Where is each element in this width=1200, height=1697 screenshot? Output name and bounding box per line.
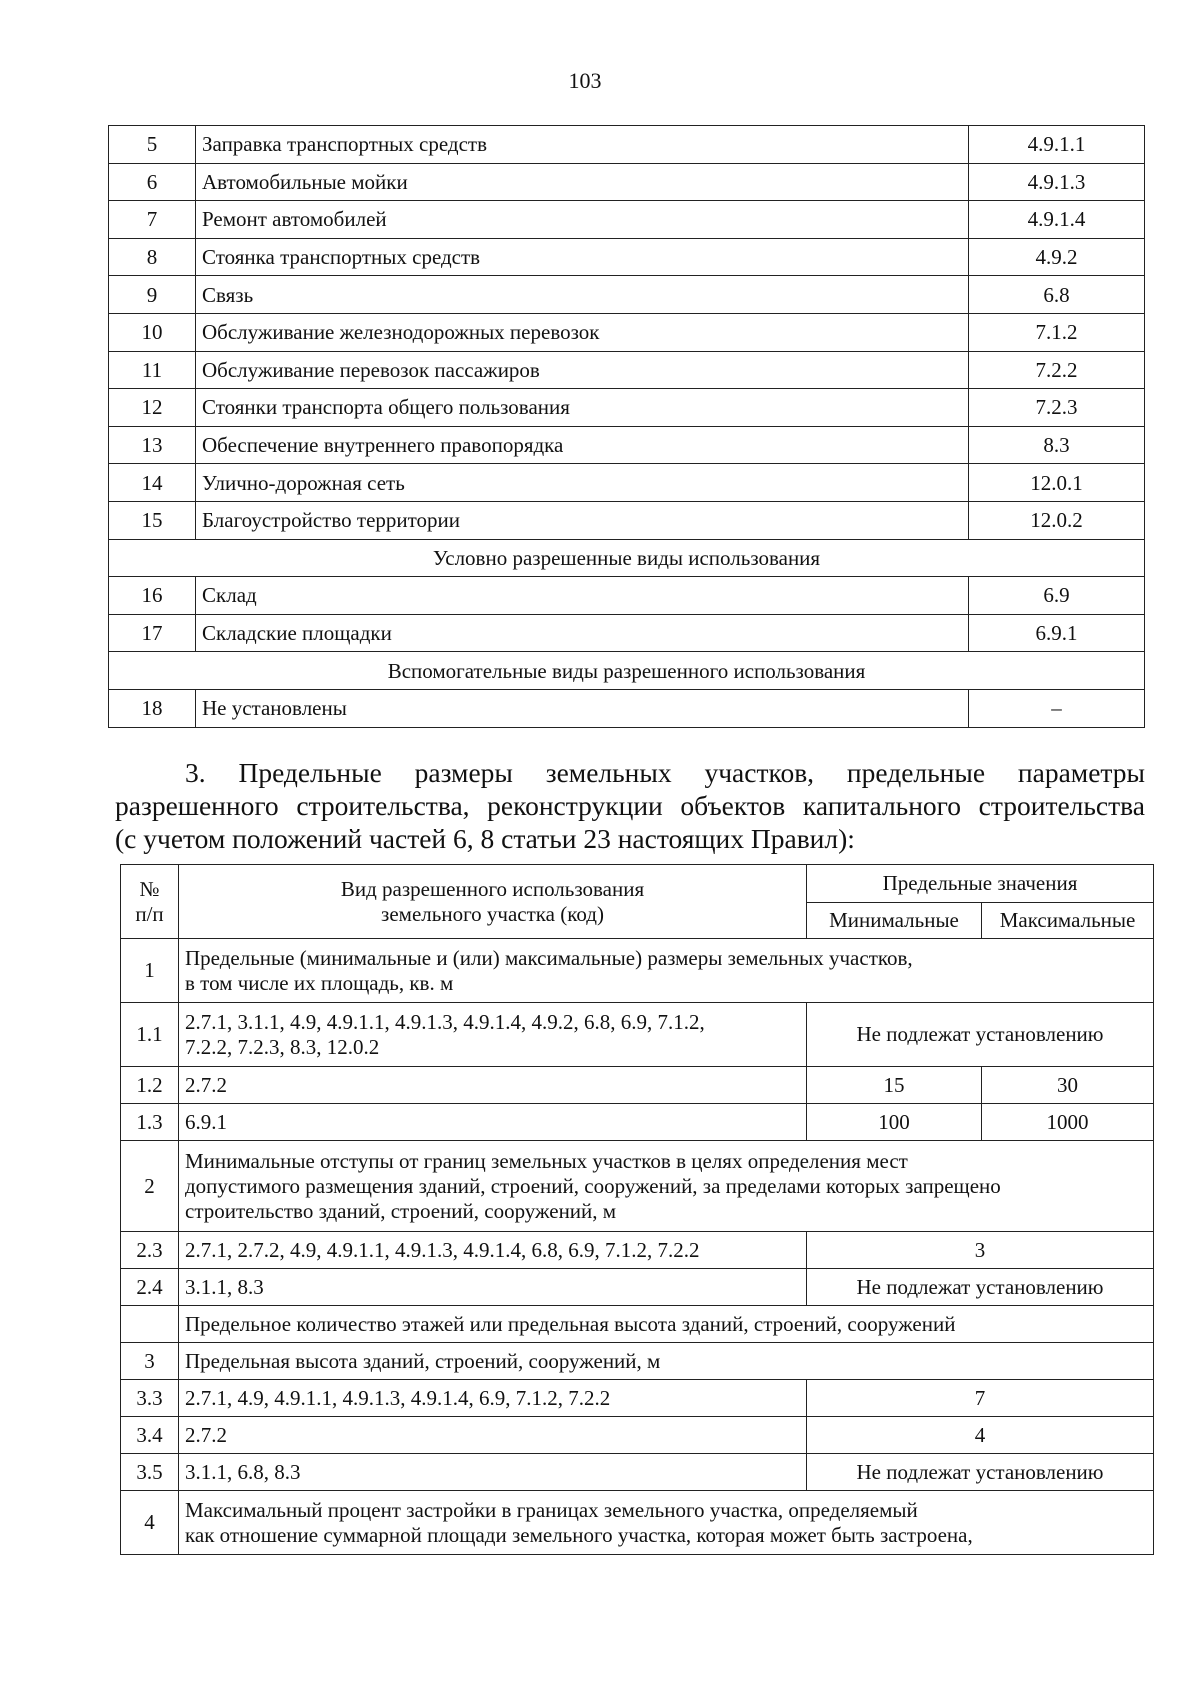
table-row: [121, 939, 1154, 1003]
use-code: 8.3: [969, 426, 1145, 464]
section-row-conditional: [109, 539, 1145, 577]
limit-value: Не подлежат установлению: [807, 1454, 1154, 1491]
use-codes: 2.7.2: [179, 1067, 807, 1104]
row-number: 5: [109, 126, 196, 164]
row-number: 2.4: [121, 1269, 179, 1306]
limits-table: [120, 864, 1154, 1555]
row-heading: Максимальный процент застройки в границах земельного участка, определяемый как отношение суммарной площади земельного участка, которая может быть застроена,: [179, 1491, 1154, 1555]
table-row: [121, 1232, 1154, 1269]
col-header-min: Минимальные: [807, 903, 982, 939]
row-number-empty: [121, 1306, 179, 1343]
limit-value: 3: [807, 1232, 1154, 1269]
use-codes: 3.1.1, 6.8, 8.3: [179, 1454, 807, 1491]
row-number: 1.3: [121, 1104, 179, 1141]
use-code: 7.1.2: [969, 313, 1145, 351]
limit-value: 4: [807, 1417, 1154, 1454]
col-header-number: № п/п: [121, 865, 179, 939]
use-name: Автомобильные мойки: [196, 163, 969, 201]
table-row: [121, 1141, 1154, 1232]
use-code: 12.0.2: [969, 501, 1145, 539]
limit-value: Не подлежат установлению: [807, 1003, 1154, 1067]
table-row: [109, 389, 1145, 427]
row-number: 10: [109, 313, 196, 351]
row-number: 12: [109, 389, 196, 427]
col-header-kind: Вид разрешенного использования земельного участка (код): [179, 865, 807, 939]
row-heading: Минимальные отступы от границ земельных участков в целях определения мест допустимого размещения зданий, строений, сооружений, за пределами которых запрещено строительство зданий, строений, сооружений, м: [179, 1141, 1154, 1232]
row-number: 3.5: [121, 1454, 179, 1491]
col-header-max: Максимальные: [982, 903, 1154, 939]
use-code: 4.9.1.1: [969, 126, 1145, 164]
use-codes: 2.7.1, 2.7.2, 4.9, 4.9.1.1, 4.9.1.3, 4.9.1.4, 6.8, 6.9, 7.1.2, 7.2.2: [179, 1232, 807, 1269]
table-row: [109, 126, 1145, 164]
use-code: 7.2.2: [969, 351, 1145, 389]
use-code: 4.9.1.3: [969, 163, 1145, 201]
use-name: Стоянки транспорта общего пользования: [196, 389, 969, 427]
section-heading: Вспомогательные виды разрешенного использования: [109, 652, 1145, 690]
use-name: Связь: [196, 276, 969, 314]
row-number: 4: [121, 1491, 179, 1555]
row-number: 18: [109, 689, 196, 727]
use-codes: 2.7.2: [179, 1417, 807, 1454]
row-number: 16: [109, 577, 196, 615]
table-row: [109, 351, 1145, 389]
use-code: 4.9.1.4: [969, 201, 1145, 239]
use-codes: 6.9.1: [179, 1104, 807, 1141]
row-number: 8: [109, 238, 196, 276]
table-row: [121, 1104, 1154, 1141]
table-row: [121, 1417, 1154, 1454]
row-number: 1: [121, 939, 179, 1003]
table-row: [121, 1269, 1154, 1306]
row-number: 1.1: [121, 1003, 179, 1067]
use-name: Стоянка транспортных средств: [196, 238, 969, 276]
use-code: 4.9.2: [969, 238, 1145, 276]
paragraph-line: 3. Предельные размеры земельных участков, предельные параметры: [185, 757, 1145, 788]
limit-value: Не подлежат установлению: [807, 1269, 1154, 1306]
use-name: Заправка транспортных средств: [196, 126, 969, 164]
paragraph-line: (с учетом положений частей 6, 8 статьи 23 настоящих Правил):: [115, 823, 855, 854]
use-name: Ремонт автомобилей: [196, 201, 969, 239]
table-row: [121, 1454, 1154, 1491]
section-3-paragraph: [115, 756, 1145, 855]
max-value: 1000: [982, 1104, 1154, 1141]
table-row: [109, 276, 1145, 314]
header-row: [121, 865, 1154, 903]
use-code: 6.9.1: [969, 614, 1145, 652]
row-number: 3.3: [121, 1380, 179, 1417]
use-code: 6.9: [969, 577, 1145, 615]
table-row: [121, 1306, 1154, 1343]
table-row: [109, 689, 1145, 727]
use-code: 12.0.1: [969, 464, 1145, 502]
row-number: 7: [109, 201, 196, 239]
row-number: 17: [109, 614, 196, 652]
row-number: 13: [109, 426, 196, 464]
table-row: [109, 464, 1145, 502]
use-name: Обслуживание перевозок пассажиров: [196, 351, 969, 389]
max-value: 30: [982, 1067, 1154, 1104]
row-number: 11: [109, 351, 196, 389]
use-name: Благоустройство территории: [196, 501, 969, 539]
section-row-auxiliary: [109, 652, 1145, 690]
table-row: [121, 1380, 1154, 1417]
use-name: Улично-дорожная сеть: [196, 464, 969, 502]
row-number: 14: [109, 464, 196, 502]
col-header-limits: Предельные значения: [807, 865, 1154, 903]
min-value: 100: [807, 1104, 982, 1141]
use-codes: 3.1.1, 8.3: [179, 1269, 807, 1306]
row-number: 2: [121, 1141, 179, 1232]
table-row: [121, 1343, 1154, 1380]
table-row: [109, 238, 1145, 276]
table-row: [109, 614, 1145, 652]
table-row: [109, 313, 1145, 351]
paragraph-line: разрешенного строительства, реконструкции объектов капитального строительства: [115, 790, 1145, 821]
row-number: 9: [109, 276, 196, 314]
use-codes: 2.7.1, 4.9, 4.9.1.1, 4.9.1.3, 4.9.1.4, 6.9, 7.1.2, 7.2.2: [179, 1380, 807, 1417]
row-heading: Предельные (минимальные и (или) максимальные) размеры земельных участков, в том числе их площадь, кв. м: [179, 939, 1154, 1003]
row-number: 6: [109, 163, 196, 201]
page-number: 103: [568, 68, 602, 93]
table-row: [109, 201, 1145, 239]
table-row: [121, 1491, 1154, 1555]
row-heading: Предельное количество этажей или предельная высота зданий, строений, сооружений: [179, 1306, 1154, 1343]
table-row: [109, 163, 1145, 201]
row-number: 3.4: [121, 1417, 179, 1454]
row-number: 15: [109, 501, 196, 539]
use-code: 6.8: [969, 276, 1145, 314]
use-name: Обеспечение внутреннего правопорядка: [196, 426, 969, 464]
table-row: [109, 501, 1145, 539]
use-code: –: [969, 689, 1145, 727]
section-heading: Условно разрешенные виды использования: [109, 539, 1145, 577]
row-number: 3: [121, 1343, 179, 1380]
use-code: 7.2.3: [969, 389, 1145, 427]
min-value: 15: [807, 1067, 982, 1104]
table-row: [109, 577, 1145, 615]
use-codes: 2.7.1, 3.1.1, 4.9, 4.9.1.1, 4.9.1.3, 4.9.1.4, 4.9.2, 6.8, 6.9, 7.1.2, 7.2.2, 7.2.3, 8.3, 12.0.2: [179, 1003, 807, 1067]
use-name: Складские площадки: [196, 614, 969, 652]
use-name: Склад: [196, 577, 969, 615]
row-heading: Предельная высота зданий, строений, сооружений, м: [179, 1343, 1154, 1380]
limit-value: 7: [807, 1380, 1154, 1417]
table-row: [121, 1003, 1154, 1067]
table-row: [109, 426, 1145, 464]
use-name: Обслуживание железнодорожных перевозок: [196, 313, 969, 351]
row-number: 1.2: [121, 1067, 179, 1104]
use-name: Не установлены: [196, 689, 969, 727]
table-row: [121, 1067, 1154, 1104]
permitted-uses-table: [108, 125, 1145, 728]
row-number: 2.3: [121, 1232, 179, 1269]
